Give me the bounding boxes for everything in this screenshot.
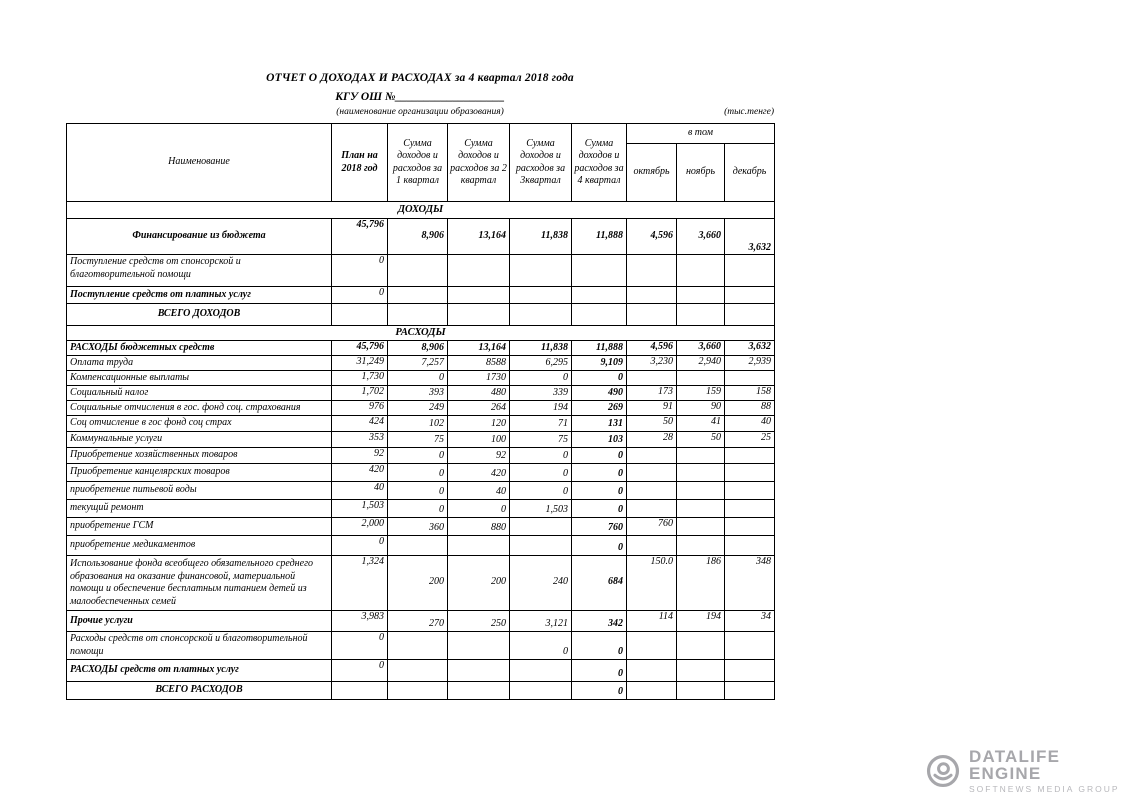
cell-plan xyxy=(332,304,388,326)
cell-q2: 100 xyxy=(448,432,510,448)
cell-dec: 2,939 xyxy=(725,356,775,371)
row-label: Поступление средств от платных услуг xyxy=(67,287,332,304)
cell-q2 xyxy=(448,255,510,287)
table-row xyxy=(67,482,775,500)
income-expense-table xyxy=(66,123,775,700)
cell-q3: 0 xyxy=(510,448,572,464)
cell-dec xyxy=(725,371,775,386)
cell-nov xyxy=(677,464,725,482)
cell-q3 xyxy=(510,682,572,700)
cell-dec: 3,632 xyxy=(725,341,775,356)
header-in-that: в том xyxy=(627,124,775,144)
cell-oct: 3,230 xyxy=(627,356,677,371)
cell-oct xyxy=(627,660,677,682)
cell-oct xyxy=(627,536,677,556)
cell-plan: 45,796 xyxy=(332,219,388,255)
cell-dec xyxy=(725,682,775,700)
table-row xyxy=(67,341,775,356)
cell-nov xyxy=(677,500,725,518)
table-row xyxy=(67,432,775,448)
cell-nov: 194 xyxy=(677,611,725,632)
cell-q2: 1730 xyxy=(448,371,510,386)
cell-nov: 3,660 xyxy=(677,341,725,356)
table-row xyxy=(67,416,775,432)
cell-q4 xyxy=(572,304,627,326)
cell-nov: 3,660 xyxy=(677,219,725,255)
cell-plan: 0 xyxy=(332,536,388,556)
cell-nov xyxy=(677,536,725,556)
header-q2: Сумма доходов и расходов за 2 квартал xyxy=(448,124,510,202)
cell-q4: 11,888 xyxy=(572,219,627,255)
section-title: РАСХОДЫ xyxy=(67,326,775,341)
cell-q4: 269 xyxy=(572,401,627,416)
table-row xyxy=(67,448,775,464)
cell-oct xyxy=(627,304,677,326)
cell-plan: 0 xyxy=(332,287,388,304)
table-row xyxy=(67,500,775,518)
cell-q1: 8,906 xyxy=(388,219,448,255)
cell-dec: 348 xyxy=(725,556,775,611)
cell-q4: 684 xyxy=(572,556,627,611)
header-october: октябрь xyxy=(627,144,677,202)
cell-q2: 0 xyxy=(448,500,510,518)
cell-nov: 159 xyxy=(677,386,725,401)
cell-nov xyxy=(677,371,725,386)
cell-plan: 976 xyxy=(332,401,388,416)
section-row xyxy=(67,326,775,341)
row-label: Социальный налог xyxy=(67,386,332,401)
table-row xyxy=(67,556,775,611)
cell-nov: 186 xyxy=(677,556,725,611)
cell-oct xyxy=(627,500,677,518)
cell-q1 xyxy=(388,255,448,287)
table-row xyxy=(67,632,775,660)
cell-q4: 0 xyxy=(572,482,627,500)
row-label: ВСЕГО ДОХОДОВ xyxy=(67,304,332,326)
cell-dec: 25 xyxy=(725,432,775,448)
cell-oct xyxy=(627,448,677,464)
cell-nov xyxy=(677,682,725,700)
cell-oct: 4,596 xyxy=(627,341,677,356)
cell-plan: 424 xyxy=(332,416,388,432)
cell-oct xyxy=(627,371,677,386)
cell-dec: 40 xyxy=(725,416,775,432)
cell-q2 xyxy=(448,536,510,556)
cell-q1: 393 xyxy=(388,386,448,401)
cell-plan: 353 xyxy=(332,432,388,448)
cell-q3: 75 xyxy=(510,432,572,448)
row-label: Компенсационные выплаты xyxy=(67,371,332,386)
table-row xyxy=(67,371,775,386)
table-row xyxy=(67,536,775,556)
cell-q2: 200 xyxy=(448,556,510,611)
cell-q3: 0 xyxy=(510,371,572,386)
cell-plan: 1,730 xyxy=(332,371,388,386)
section-title: ДОХОДЫ xyxy=(67,202,775,219)
row-label: приобретение ГСМ xyxy=(67,518,332,536)
cell-plan: 0 xyxy=(332,660,388,682)
cell-dec xyxy=(725,448,775,464)
report-table-body xyxy=(67,202,775,700)
cell-q1: 0 xyxy=(388,371,448,386)
cell-q2 xyxy=(448,304,510,326)
cell-oct xyxy=(627,464,677,482)
table-row xyxy=(67,356,775,371)
row-label: Использование фонда всеобщего обязательного среднего образования на оказание финансовой, материальной помощи и обеспечение бесплатным питанием детей из малообеспеченных семей xyxy=(67,556,332,611)
header-q3: Сумма доходов и расходов за 3квартал xyxy=(510,124,572,202)
row-label: приобретение медикаментов xyxy=(67,536,332,556)
cell-q2: 8588 xyxy=(448,356,510,371)
cell-dec xyxy=(725,482,775,500)
cell-plan: 2,000 xyxy=(332,518,388,536)
cell-q2: 420 xyxy=(448,464,510,482)
page-title: ОТЧЕТ О ДОХОДАХ И РАСХОДАХ за 4 квартал 2018 года xyxy=(266,72,574,84)
cell-plan: 1,702 xyxy=(332,386,388,401)
cell-q4: 0 xyxy=(572,464,627,482)
cell-q4: 490 xyxy=(572,386,627,401)
table-row xyxy=(67,287,775,304)
table-row xyxy=(67,518,775,536)
cell-dec xyxy=(725,632,775,660)
row-label: Коммунальные услуги xyxy=(67,432,332,448)
cell-nov xyxy=(677,448,725,464)
datalife-logo-text xyxy=(969,748,1123,794)
row-label: РАСХОДЫ средств от платных услуг xyxy=(67,660,332,682)
section-row xyxy=(67,202,775,219)
cell-q1: 8,906 xyxy=(388,341,448,356)
header-name: Наименование xyxy=(67,124,332,202)
table-row xyxy=(67,464,775,482)
row-label: Соц отчисление в гос фонд соц страх xyxy=(67,416,332,432)
cell-q3: 71 xyxy=(510,416,572,432)
cell-q4: 0 xyxy=(572,536,627,556)
cell-oct: 173 xyxy=(627,386,677,401)
header-plan: План на 2018 год xyxy=(332,124,388,202)
cell-q4: 0 xyxy=(572,371,627,386)
cell-q4: 0 xyxy=(572,448,627,464)
cell-dec xyxy=(725,518,775,536)
cell-dec: 88 xyxy=(725,401,775,416)
header-december: декабрь xyxy=(725,144,775,202)
cell-q3 xyxy=(510,660,572,682)
cell-q2: 120 xyxy=(448,416,510,432)
cell-q1 xyxy=(388,287,448,304)
cell-q1 xyxy=(388,682,448,700)
cell-plan: 3,983 xyxy=(332,611,388,632)
table-row xyxy=(67,304,775,326)
cell-oct xyxy=(627,682,677,700)
datalife-brand: DATALIFE ENGINE xyxy=(969,747,1061,783)
cell-q3: 0 xyxy=(510,632,572,660)
cell-nov xyxy=(677,255,725,287)
cell-q4: 0 xyxy=(572,682,627,700)
row-label: Социальные отчисления в гос. фонд соц. страхования xyxy=(67,401,332,416)
cell-dec xyxy=(725,287,775,304)
cell-q3: 11,838 xyxy=(510,219,572,255)
cell-oct xyxy=(627,632,677,660)
cell-q1: 102 xyxy=(388,416,448,432)
cell-nov: 2,940 xyxy=(677,356,725,371)
cell-q2: 264 xyxy=(448,401,510,416)
cell-nov xyxy=(677,518,725,536)
cell-q4: 9,109 xyxy=(572,356,627,371)
cell-q1 xyxy=(388,536,448,556)
cell-q3: 0 xyxy=(510,482,572,500)
header-q1: Сумма доходов и расходов за 1 квартал xyxy=(388,124,448,202)
cell-q2 xyxy=(448,632,510,660)
cell-nov: 50 xyxy=(677,432,725,448)
cell-q2: 880 xyxy=(448,518,510,536)
cell-q1: 0 xyxy=(388,482,448,500)
cell-q1 xyxy=(388,632,448,660)
cell-q3 xyxy=(510,304,572,326)
cell-q2 xyxy=(448,682,510,700)
cell-q4 xyxy=(572,255,627,287)
cell-plan xyxy=(332,682,388,700)
caption-line xyxy=(66,107,774,121)
cell-q1: 7,257 xyxy=(388,356,448,371)
cell-q2: 40 xyxy=(448,482,510,500)
cell-dec: 158 xyxy=(725,386,775,401)
table-row xyxy=(67,401,775,416)
cell-oct: 760 xyxy=(627,518,677,536)
cell-q4 xyxy=(572,287,627,304)
cell-dec xyxy=(725,660,775,682)
cell-plan: 92 xyxy=(332,448,388,464)
cell-q2: 480 xyxy=(448,386,510,401)
cell-oct: 114 xyxy=(627,611,677,632)
cell-q2 xyxy=(448,660,510,682)
table-row xyxy=(67,219,775,255)
report-document xyxy=(66,72,774,700)
datalife-engine-watermark xyxy=(926,748,1123,794)
header-q4: Сумма доходов и расходов за 4 квартал xyxy=(572,124,627,202)
cell-dec: 3,632 xyxy=(725,219,775,255)
cell-q1: 270 xyxy=(388,611,448,632)
row-label: Прочие услуги xyxy=(67,611,332,632)
cell-q2: 92 xyxy=(448,448,510,464)
cell-q4: 0 xyxy=(572,500,627,518)
header-november: ноябрь xyxy=(677,144,725,202)
row-label: Оплата труда xyxy=(67,356,332,371)
cell-oct: 150.0 xyxy=(627,556,677,611)
row-label: Приобретение канцелярских товаров xyxy=(67,464,332,482)
cell-q4: 342 xyxy=(572,611,627,632)
cell-q3: 11,838 xyxy=(510,341,572,356)
cell-nov xyxy=(677,660,725,682)
table-row xyxy=(67,682,775,700)
cell-nov xyxy=(677,287,725,304)
table-row xyxy=(67,611,775,632)
cell-plan: 31,249 xyxy=(332,356,388,371)
row-label: РАСХОДЫ бюджетных средств xyxy=(67,341,332,356)
cell-q4: 0 xyxy=(572,660,627,682)
cell-q3: 3,121 xyxy=(510,611,572,632)
cell-oct xyxy=(627,255,677,287)
cell-oct: 50 xyxy=(627,416,677,432)
cell-q1: 0 xyxy=(388,464,448,482)
cell-q1: 249 xyxy=(388,401,448,416)
cell-nov xyxy=(677,632,725,660)
table-row xyxy=(67,386,775,401)
cell-q2: 13,164 xyxy=(448,341,510,356)
cell-q1 xyxy=(388,660,448,682)
row-label: Расходы средств от спонсорской и благотворительной помощи xyxy=(67,632,332,660)
cell-q3 xyxy=(510,287,572,304)
cell-q4: 103 xyxy=(572,432,627,448)
datalife-tagline: SOFTNEWS MEDIA GROUP xyxy=(969,784,1120,794)
cell-q1 xyxy=(388,304,448,326)
cell-dec xyxy=(725,536,775,556)
units-label: (тыс.тенге) xyxy=(724,107,774,117)
cell-q2: 13,164 xyxy=(448,219,510,255)
org-caption: (наименование организации образования) xyxy=(336,107,504,117)
row-label: текущий ремонт xyxy=(67,500,332,518)
cell-q3: 339 xyxy=(510,386,572,401)
cell-q1: 0 xyxy=(388,500,448,518)
table-row xyxy=(67,660,775,682)
row-label: Поступление средств от спонсорской и благотворительной помощи xyxy=(67,255,332,287)
row-label: Финансирование из бюджета xyxy=(67,219,332,255)
cell-q3 xyxy=(510,255,572,287)
cell-dec xyxy=(725,304,775,326)
cell-dec: 34 xyxy=(725,611,775,632)
cell-q2: 250 xyxy=(448,611,510,632)
cell-dec xyxy=(725,500,775,518)
cell-q1: 0 xyxy=(388,448,448,464)
cell-q3: 1,503 xyxy=(510,500,572,518)
cell-oct xyxy=(627,482,677,500)
cell-q3: 240 xyxy=(510,556,572,611)
cell-nov xyxy=(677,482,725,500)
cell-plan: 0 xyxy=(332,632,388,660)
cell-q4: 760 xyxy=(572,518,627,536)
cell-plan: 420 xyxy=(332,464,388,482)
cell-nov xyxy=(677,304,725,326)
row-label: приобретение питьевой воды xyxy=(67,482,332,500)
cell-oct: 28 xyxy=(627,432,677,448)
cell-plan: 40 xyxy=(332,482,388,500)
cell-q1: 200 xyxy=(388,556,448,611)
cell-q4: 0 xyxy=(572,632,627,660)
cell-oct xyxy=(627,287,677,304)
datalife-eye-icon xyxy=(926,754,960,788)
cell-q3: 194 xyxy=(510,401,572,416)
cell-nov: 41 xyxy=(677,416,725,432)
cell-oct: 4,596 xyxy=(627,219,677,255)
row-label: ВСЕГО РАСХОДОВ xyxy=(67,682,332,700)
cell-dec xyxy=(725,464,775,482)
cell-q3: 6,295 xyxy=(510,356,572,371)
cell-nov: 90 xyxy=(677,401,725,416)
row-label: Приобретение хозяйственных товаров xyxy=(67,448,332,464)
cell-plan: 1,503 xyxy=(332,500,388,518)
cell-dec xyxy=(725,255,775,287)
cell-q1: 360 xyxy=(388,518,448,536)
cell-plan: 1,324 xyxy=(332,556,388,611)
cell-q4: 11,888 xyxy=(572,341,627,356)
cell-q3 xyxy=(510,518,572,536)
cell-q3: 0 xyxy=(510,464,572,482)
cell-oct: 91 xyxy=(627,401,677,416)
cell-q1: 75 xyxy=(388,432,448,448)
cell-q4: 131 xyxy=(572,416,627,432)
cell-plan: 45,796 xyxy=(332,341,388,356)
organization-line: КГУ ОШ №___________________ xyxy=(335,91,505,103)
cell-q2 xyxy=(448,287,510,304)
table-row xyxy=(67,255,775,287)
cell-q3 xyxy=(510,536,572,556)
cell-plan: 0 xyxy=(332,255,388,287)
